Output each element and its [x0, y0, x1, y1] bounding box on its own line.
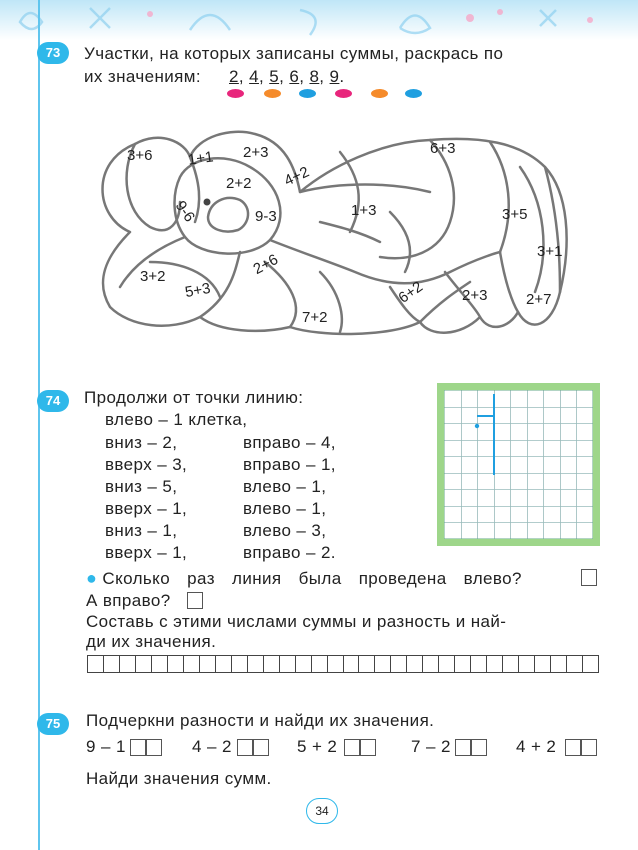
color-dot-pink: [227, 89, 244, 98]
value-item: 8: [309, 67, 320, 86]
step-left: вниз – 2,: [105, 433, 178, 452]
region-label: 3+5: [502, 206, 528, 223]
step-left: вниз – 5,: [105, 477, 178, 496]
exercise-75-instruction: Подчеркни разности и найди их значения.: [86, 711, 435, 730]
expression-text: 5 + 2: [297, 737, 338, 756]
step-right: влево – 1,: [243, 499, 327, 518]
region-label: 2+3: [243, 144, 269, 161]
step-right: влево – 1,: [243, 477, 327, 496]
region-label: 9-6: [171, 197, 199, 226]
answer-cells[interactable]: [130, 739, 162, 761]
value-item: 2: [229, 67, 239, 86]
region-label: 9-3: [255, 208, 277, 225]
answer-box-right[interactable]: [187, 592, 203, 609]
question-left-row: ● Сколько раз линия была проведена влево?: [86, 568, 522, 588]
expression: [516, 737, 556, 757]
step-first: влево – 1 клетка,: [105, 410, 248, 429]
exercise-75-badge: 75: [37, 713, 69, 735]
step-right: вправо – 2.: [243, 543, 336, 562]
values-list: 2, 4, 5, 6, 8, 9.: [229, 67, 345, 86]
page-number: 34: [306, 798, 338, 824]
exercise-75-footer: Найди значения сумм.: [86, 769, 272, 788]
color-dot-blue: [299, 89, 316, 98]
answer-cells[interactable]: [237, 739, 269, 761]
value-item: 6: [289, 67, 300, 86]
step-right: влево – 3,: [243, 521, 327, 540]
step-right: вправо – 4,: [243, 433, 336, 452]
answer-cells[interactable]: [455, 739, 487, 761]
region-label: 4+2: [281, 163, 312, 190]
decorative-header-band: [0, 0, 638, 40]
region-label: 7+2: [302, 309, 328, 326]
answer-cells[interactable]: [565, 739, 597, 761]
exercise-73-badge: 73: [37, 42, 69, 64]
step-left: вверх – 1,: [105, 499, 188, 518]
region-label: 3+2: [140, 268, 166, 285]
region-label: 2+3: [462, 287, 488, 304]
exercise-74-intro: Продолжи от точки линию:: [84, 388, 304, 407]
expression: [86, 737, 126, 757]
step-right: вправо – 1,: [243, 455, 336, 474]
color-dot-orange: [371, 89, 388, 98]
exercise-73-prefix: их значениям:: [84, 67, 201, 86]
expression: [192, 737, 232, 757]
question-right: А вправо?: [86, 591, 171, 610]
region-label: 3+1: [537, 243, 563, 260]
value-item: 9: [329, 67, 340, 86]
region-label: 5+3: [183, 279, 212, 302]
expression: [297, 737, 337, 757]
expression-text: 7 – 2: [411, 737, 451, 756]
step-left: вверх – 1,: [105, 543, 188, 562]
expression-text: 9 – 1: [86, 737, 126, 756]
drawing-grid: [444, 390, 593, 539]
answer-box-left[interactable]: [581, 569, 597, 586]
region-label: 6+3: [430, 140, 456, 157]
answer-strip[interactable]: [87, 655, 599, 673]
step-left: вниз – 1,: [105, 521, 178, 540]
exercise-73-line2: [84, 67, 201, 87]
region-label: 2+2: [226, 175, 252, 192]
dog-coloring-picture: [90, 122, 580, 342]
color-dot-orange: [264, 89, 281, 98]
value-item: 5: [269, 67, 280, 86]
region-label: 2+6: [250, 251, 281, 278]
expression-text: 4 + 2: [516, 737, 557, 756]
task-line2: ди их значения.: [86, 632, 217, 651]
exercise-74-badge: 74: [37, 390, 69, 412]
expression-text: 4 – 2: [192, 737, 232, 756]
color-dot-blue: [405, 89, 422, 98]
color-dot-pink: [335, 89, 352, 98]
value-item: 4: [249, 67, 259, 86]
region-label: 2+7: [526, 291, 552, 308]
region-label: 1+1: [186, 148, 215, 169]
step-left: вверх – 3,: [105, 455, 188, 474]
question-left: Сколько раз линия была проведена влево?: [102, 569, 522, 588]
task-line1: Составь с этими числами суммы и разность и най-: [86, 612, 507, 631]
expression: [411, 737, 451, 757]
region-label: 6+2: [395, 278, 427, 307]
exercise-73-line1: Участки, на которых записаны суммы, раскрась по: [84, 44, 504, 63]
answer-cells[interactable]: [344, 739, 376, 761]
region-label: 3+6: [127, 147, 153, 164]
region-label: 1+3: [351, 202, 377, 219]
